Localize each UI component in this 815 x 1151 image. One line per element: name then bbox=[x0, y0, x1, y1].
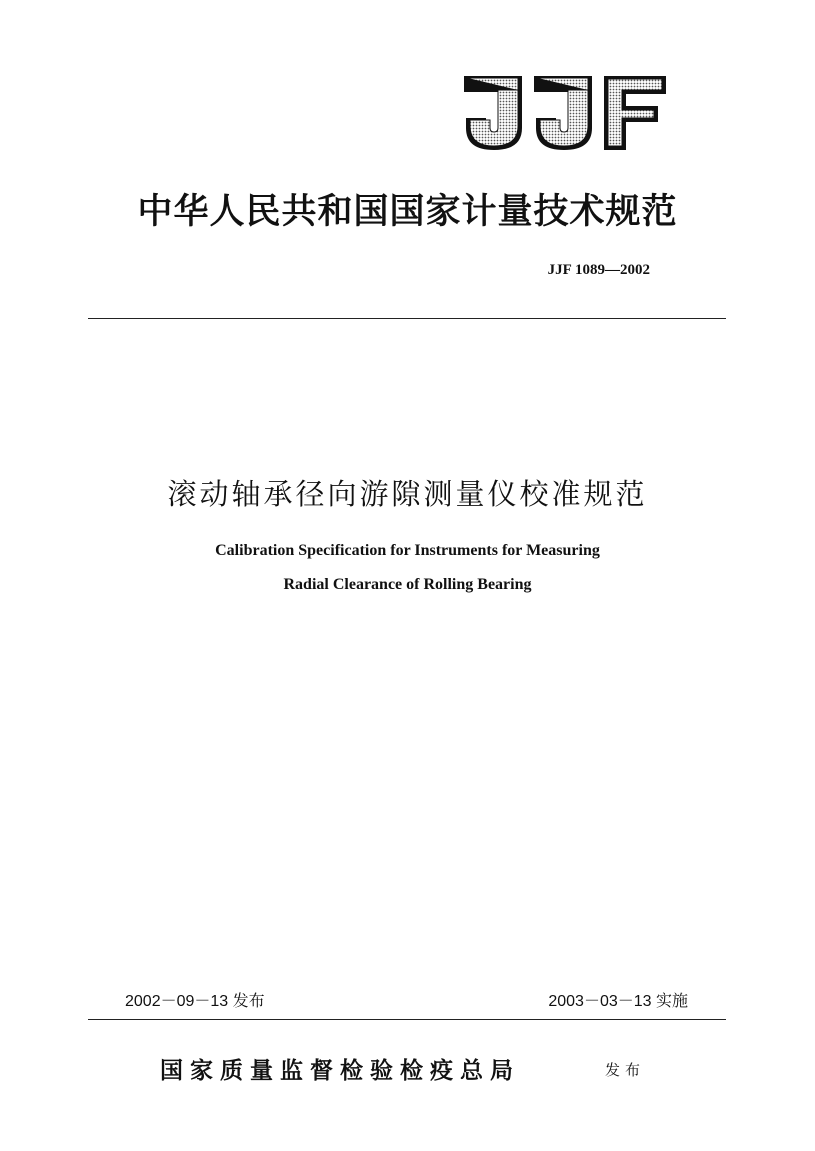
logo-letter-j2 bbox=[534, 76, 592, 150]
english-title-line1: Calibration Specification for Instruments for Measuring bbox=[215, 542, 600, 559]
main-title: 中华人民共和国国家计量技术规范 bbox=[137, 191, 678, 232]
logo-letter-j1 bbox=[464, 76, 522, 150]
issuer-name: 国家质量监督检验检疫总局 bbox=[160, 1057, 520, 1084]
bottom-divider bbox=[88, 1019, 726, 1020]
standard-number: JJF 1089—2002 bbox=[547, 262, 650, 278]
chinese-title: 滚动轴承径向游隙测量仪校准规范 bbox=[167, 477, 648, 511]
issuer-suffix: 发布 bbox=[605, 1061, 646, 1079]
logo-letter-f bbox=[604, 76, 666, 150]
top-divider bbox=[88, 318, 726, 319]
effective-date: 2003－03－13 实施 bbox=[548, 993, 688, 1010]
jjf-logo bbox=[460, 70, 670, 154]
issue-date: 2002－09－13 发布 bbox=[125, 993, 265, 1010]
english-title-line2: Radial Clearance of Rolling Bearing bbox=[283, 576, 532, 593]
